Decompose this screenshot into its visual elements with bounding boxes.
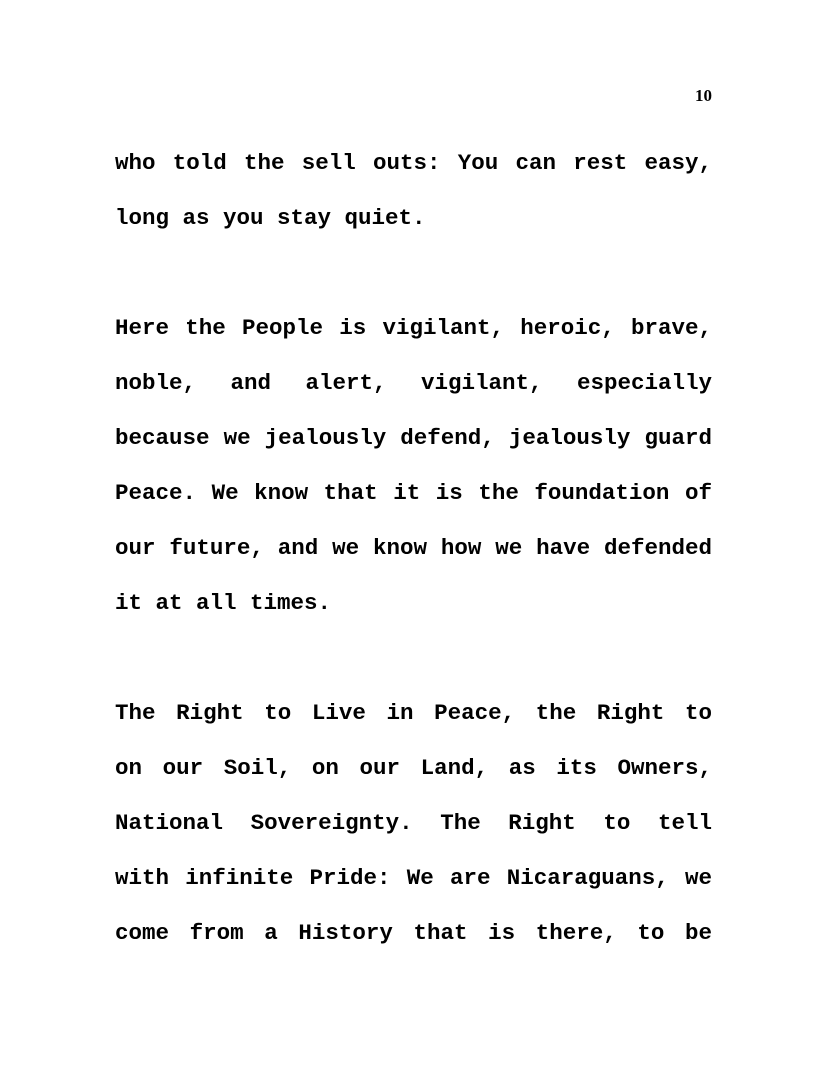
text-line: The Right to Live in Peace, the Right to	[115, 700, 712, 726]
text-line: who told the sell outs: You can rest easy,	[115, 150, 712, 176]
text-line: come from a History that is there, to be	[115, 920, 712, 946]
document-body	[115, 136, 712, 961]
text-line: it at all times.	[115, 590, 332, 616]
text-line: Peace. We know that it is the foundation of	[115, 480, 712, 506]
page-number: 10	[695, 86, 712, 105]
text-line: National Sovereignty. The Right to tell	[115, 810, 712, 836]
text-line: noble, and alert, vigilant, especially	[115, 370, 712, 396]
paragraph-gap	[115, 631, 712, 686]
paragraph-gap	[115, 246, 712, 301]
text-line: Here the People is vigilant, heroic, brave,	[115, 315, 712, 341]
text-line: long as you stay quiet.	[115, 205, 426, 231]
text-line: on our Soil, on our Land, as its Owners,	[115, 755, 712, 781]
text-line: because we jealously defend, jealously guard	[115, 425, 712, 451]
text-line: with infinite Pride: We are Nicaraguans, we	[115, 865, 712, 891]
text-line: our future, and we know how we have defended	[115, 535, 712, 561]
